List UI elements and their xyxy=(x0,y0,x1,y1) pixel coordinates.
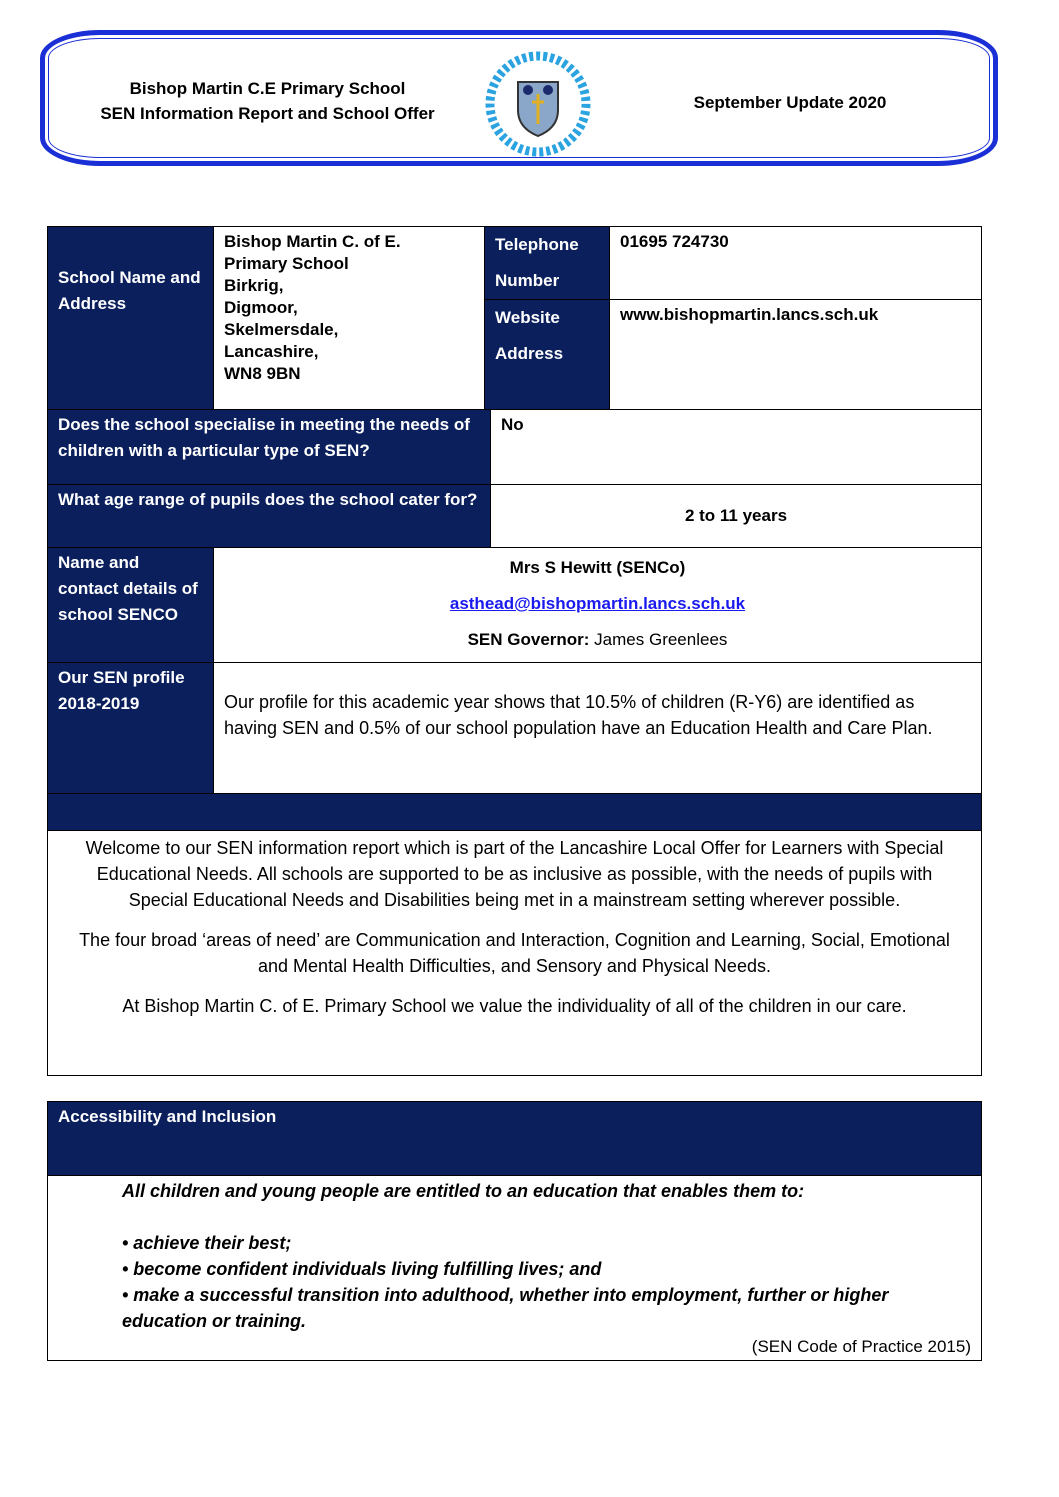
senco-label: Name and contact details of school SENCO xyxy=(47,547,214,663)
update-date: September Update 2020 xyxy=(693,93,887,112)
areas-of-need-paragraph: The four broad ‘areas of need’ are Communication and Interaction, Cognition and Learning, Social, Emotional and Mental Health Difficulties, and Sensory and Physical Needs. xyxy=(79,930,950,976)
website-value[interactable]: www.bishopmartin.lancs.sch.uk xyxy=(609,299,982,410)
school-name-label: School Name and Address xyxy=(47,226,214,410)
senco-details xyxy=(213,547,982,663)
welcome-paragraph: Welcome to our SEN information report which is part of the Lancashire Local Offer for Learners with Special Educational Needs. All schools are supported to be as inclusive as possible, with the needs of pupils with Special Educational Needs and Disabilities being met in a mainstream setting wherever possible. xyxy=(85,838,944,910)
navy-divider xyxy=(47,793,982,831)
entitlement-intro: All children and young people are entitled to an education that enables them to: xyxy=(122,1181,805,1201)
school-title: Bishop Martin C.E Primary School xyxy=(129,79,406,98)
website-label: Website Address xyxy=(484,299,610,410)
address-line: WN8 9BN xyxy=(224,364,301,383)
sen-profile-label: Our SEN profile 2018-2019 xyxy=(47,662,214,794)
source-citation: (SEN Code of Practice 2015) xyxy=(751,1337,971,1356)
report-title: SEN Information Report and School Offer xyxy=(100,104,435,123)
header-title xyxy=(80,76,455,126)
specialise-answer: No xyxy=(490,409,982,485)
address-line: Birkrig, xyxy=(224,276,284,295)
telephone-value: 01695 724730 xyxy=(609,226,982,300)
school-crest-logo xyxy=(478,46,598,162)
address-line: Primary School xyxy=(224,254,349,273)
bullet-item: • become confident individuals living fulfilling lives; and xyxy=(122,1259,602,1279)
senco-email-link[interactable]: asthead@bishopmartin.lancs.sch.uk xyxy=(449,594,746,613)
address-line: Skelmersdale, xyxy=(224,320,339,339)
governor-name: James Greenlees xyxy=(589,630,728,649)
sen-profile-text: Our profile for this academic year shows that 10.5% of children (R-Y6) are identified as having SEN and 0.5% of our school population have an Education Health and Care Plan. xyxy=(213,662,982,794)
accessibility-body xyxy=(47,1175,982,1361)
accessibility-heading: Accessibility and Inclusion xyxy=(47,1101,982,1176)
age-range-answer: 2 to 11 years xyxy=(490,484,982,548)
address-line: Digmoor, xyxy=(224,298,298,317)
senco-name: Mrs S Hewitt (SENCo) xyxy=(509,558,686,577)
address-line: Bishop Martin C. of E. xyxy=(224,232,401,251)
school-address xyxy=(213,226,485,410)
welcome-text xyxy=(47,830,982,1076)
governor-label: SEN Governor: xyxy=(467,630,590,649)
specialise-question: Does the school specialise in meeting the needs of children with a particular type of SEN? xyxy=(47,409,491,485)
address-line: Lancashire, xyxy=(224,342,319,361)
values-paragraph: At Bishop Martin C. of E. Primary School we value the individuality of all of the children in our care. xyxy=(122,996,907,1016)
bullet-item: • achieve their best; xyxy=(122,1233,292,1253)
bullet-item: • make a successful transition into adulthood, whether into employment, further or higher education or training. xyxy=(122,1285,889,1331)
age-range-question: What age range of pupils does the school cater for? xyxy=(47,484,491,548)
telephone-label: Telephone Number xyxy=(484,226,610,300)
